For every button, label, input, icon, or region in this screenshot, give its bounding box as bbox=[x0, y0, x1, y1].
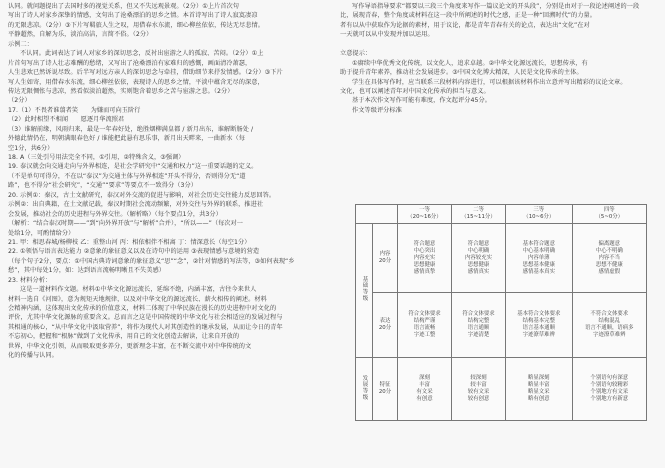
grade-cell-line: 符合题意 bbox=[413, 240, 436, 247]
right-column-text-line: 作文等级评分标准 bbox=[352, 106, 402, 114]
grade-cell-line: 较丰富 bbox=[470, 382, 487, 388]
left-column-text-line: 世界，中华文化引领，从而吸取更多养分，更新理念丰富，在不断交流中对中华传统的文 bbox=[8, 342, 252, 350]
grade-cell-line: 内容单薄 bbox=[528, 254, 550, 261]
left-column-text-line: 评价，尤其中华文化源脉的重要含义。总而言之这是中国传统的中华文化与社会相适应的发展过程与 bbox=[8, 314, 283, 322]
grade-cell-line: 字迹潦草难辨 bbox=[522, 332, 555, 338]
right-column-text-line: ①赓续中华优秀文化传统，以文化人，追求卓越。②中华文化源远流长，思想传承，有 bbox=[352, 59, 588, 67]
right-column-text-line: 基于本次作文写作可能有难度，作文起评分45分。 bbox=[352, 97, 491, 105]
grade-cell-line: 丰富 bbox=[419, 382, 430, 388]
left-column-text-line: 其相通的核心，“从中华文化中汲取营养”，将作为现代人对其创造性的继承发展，从而让今日的青年 bbox=[8, 323, 283, 331]
grade-cell-line: 中心基本明确 bbox=[522, 247, 555, 254]
left-column-text-line: 处给1分，可酌情给分） bbox=[8, 229, 75, 237]
left-column-text-line: 传达无限惆怅与悲凉，然看似淡泊超然，实则饱含着思乡之苦与宦游之悲。（2分） bbox=[8, 87, 234, 95]
grade-cell-line: 符合文体要求 bbox=[462, 311, 495, 317]
grade-cell-line: 语言流畅 bbox=[413, 325, 436, 331]
level-header: 四等 （5~0分） bbox=[572, 205, 646, 224]
grade-cell-line: 中心不明确 bbox=[595, 247, 623, 254]
left-column-text-line: （2）此时相望不相闻 愿逐月华流照君 bbox=[8, 116, 125, 124]
left-column-text-line: 的无限悲凉。（2分）③下片写羁旅人生之叹，用借春水东流，细心柳丝依依，传达无尽悲情。 bbox=[8, 21, 264, 29]
left-column-text-line: 不忘初心，把握和“根脉”做到了文化传承，用自己的文化创造去解读，让来自开放的 bbox=[8, 333, 240, 341]
left-column-text-line: 23. 材料分析： bbox=[8, 276, 52, 284]
left-column-text-line: 外德此情仍在，明朝满眼春色好 / 谁能把此悬有思乐事，新月出天畔来，一曲新水（每 bbox=[8, 135, 245, 143]
grade-cell-line: 偏离题意 bbox=[598, 240, 621, 247]
grade-cell-line: 思想健康 bbox=[467, 261, 490, 268]
grade-cell bbox=[398, 293, 452, 358]
grade-cell-line: 字迹工整 bbox=[413, 332, 436, 338]
grade-cell-line: 中心明确 bbox=[467, 247, 490, 254]
grade-cell-line: 结构基本完整 bbox=[522, 318, 555, 324]
left-column-text-line: 20. 示例①：秦汉，古土文献研究，泰汉对外交流的促进与影响，对社会历史交往能力反思回答。 bbox=[8, 191, 276, 199]
right-column-text-line: 者有以从中获取作为论据的素材，用于议论，都是青年青春有关的论点，表达出“文化”在对 bbox=[340, 21, 590, 29]
right-column bbox=[340, 2, 658, 115]
left-column-text-line: 不认同。此词表达了词人对家乡的深切思念，反衬出宦游之人的孤寂、苦闷。（2分）①上 bbox=[20, 50, 264, 58]
right-column-text-line: 文化，也可以阐述青年对中国文化传承的担当与意义。 bbox=[340, 87, 490, 95]
grade-cell-line: 思想健康 bbox=[413, 261, 436, 268]
right-column-text-line: 比，展现青春，整个角度或材料在这一段中所阐述的时代之感，正是一种“回溯时代”的力量。 bbox=[340, 12, 597, 20]
grade-cell-line: 个别语句有深意 bbox=[590, 375, 629, 381]
grade-cell-line: 不符合文体要求 bbox=[590, 311, 629, 317]
grade-cell-line: 较有创意 bbox=[467, 396, 490, 402]
grade-cell bbox=[452, 358, 506, 421]
table-row bbox=[356, 358, 647, 421]
grade-cell-line: 基本符合文体要求 bbox=[517, 311, 561, 317]
grade-cell-line: 结构完整 bbox=[467, 318, 490, 324]
left-column-text-line: 17.（1）不畏者谁翦者笑 为嫌而可向玉阶行 bbox=[8, 106, 141, 114]
level-header: 一等 （20~16分） bbox=[398, 205, 452, 224]
grade-cell bbox=[452, 224, 506, 293]
right-column-text-line: 立意提示： bbox=[340, 50, 372, 58]
grade-cell bbox=[506, 358, 573, 421]
grade-cell-line: 语言不通顺，语病多 bbox=[585, 325, 634, 331]
essay-grading-table bbox=[355, 204, 647, 421]
grade-cell-line: 有创意 bbox=[416, 396, 433, 402]
criterion-cell: 内容 20分 bbox=[373, 224, 398, 293]
left-column-text-line: 路”，也不得分“社会研究”，“交通”“要求”等要点不一致得分（3分） bbox=[8, 182, 197, 190]
criterion-cell: 特征 20分 bbox=[373, 358, 398, 421]
level-header: 三等 （10~6分） bbox=[506, 205, 573, 224]
grade-cell bbox=[398, 358, 452, 421]
left-column-text-line: （2分） bbox=[8, 97, 31, 105]
left-column-text-line: 材料一选自《河图》，意为规矩天地规律，以及对中华文化的源远流长、薪火相传的阐述。材料 bbox=[8, 295, 267, 303]
left-column-text-line: 会精神内涵，这体现出文化传承的价值意义，材料二体现了中华民族在漫长的历史进程中对文化的 bbox=[8, 305, 277, 312]
grade-cell-line: 较有文采 bbox=[467, 389, 490, 395]
grade-cell-line: 中心突出 bbox=[413, 247, 436, 254]
grade-cell-line: 略显深刻 bbox=[528, 375, 550, 381]
left-column-text-line: 片首句写出了诗人壮志难酬的愁绪，又写出了沧桑漂泊有家难归的感慨，画面清冷萧瑟， bbox=[8, 59, 252, 67]
left-column-text-line: 写出了诗人对家乡深挚的情感，文句出了沧桑漂泊的思乡之情。本首诗写出了诗人寂寞凄凉 bbox=[8, 12, 258, 20]
grade-cell-line: 内容充实 bbox=[413, 254, 436, 261]
right-column-text-line: 助于提升青年素养，推动社会发展进步。③中国文化博大精深，人民是文化传承的主体。 bbox=[340, 69, 583, 77]
group-label: 基础等级 bbox=[356, 224, 373, 358]
left-column-text-line: （3）谁解前缘，风雨归来，最是一年春好处，绝胜烟柳满皇都 / 新月出东，谁解断肠处 / bbox=[8, 125, 254, 133]
left-column-text-line: 人生悲欢已然诉说尽致。后半写对远方亲人的深切思念与牵挂，借助细节来抒发情感。（2分）③下片 bbox=[8, 69, 283, 77]
left-column-text-line: （解析：“结合泰汉时期——”到“向外界开放”与“解析”合并），“所以——”（每次对一 bbox=[8, 220, 244, 228]
grade-cell-line: 感情真实 bbox=[467, 268, 490, 275]
grade-cell-line: 结构混乱 bbox=[598, 318, 621, 324]
grade-cell bbox=[506, 224, 573, 293]
grade-cell-line: 深刻 bbox=[419, 375, 430, 381]
left-column-text-line: 写人生如寄，用借春水东流，细心柳丝依依，表现诗人的思乡之情，平淡中蕴含无尽的深意， bbox=[8, 78, 264, 86]
grade-cell-line: 符合文体要求 bbox=[408, 311, 441, 317]
level-header: 二等 （15~11分） bbox=[452, 205, 506, 224]
grade-cell bbox=[452, 293, 506, 358]
left-column-text-line: 示例二： bbox=[8, 40, 33, 48]
right-column-text-line: 学生在具体写作时，应当联系三段材料内容进行，可以根据该材料作出立意并写出精彩的议论文章。 bbox=[352, 78, 627, 86]
grade-cell-line: 思想基本健康 bbox=[522, 261, 555, 268]
grade-cell bbox=[572, 224, 646, 293]
left-column-text-line: 空1分，共6分） bbox=[8, 144, 54, 152]
table-corner-cell bbox=[356, 205, 398, 224]
grade-cell-line: 字迹潦草难辨 bbox=[593, 332, 626, 338]
left-column-text-line: 22. ①领悟与语言表达能力 ②意象的象征意义以及在诗句中的运用 ③表现情感与意境的营造 bbox=[8, 248, 260, 256]
left-column-text-line: 示例②：出自典籍，在土文献记载，秦汉时期社会流动频繁，对外交往与外界的联系，推进社 bbox=[8, 201, 264, 209]
left-column-text-line: 会发展，推动社会的历史进程与外界交往。（解析略）（每个要点1分，共3分） bbox=[8, 210, 222, 218]
grade-cell bbox=[506, 293, 573, 358]
group-label: 发展等级 bbox=[356, 358, 373, 421]
left-column-text-line: 21. 甲：相思春城/杨柳枝 乙：重整山河 丙：相依相伴不相离 丁：情深意长（每空1分） bbox=[8, 238, 251, 246]
right-column-text-line bbox=[340, 40, 658, 49]
grade-cell-line: 结构严谨 bbox=[413, 318, 436, 324]
left-column-text-line: 平静超然，自解为乐，淡泊高洁，言简不俗。（2分） bbox=[8, 31, 153, 39]
grade-cell-line: 个别地方有文采 bbox=[590, 389, 629, 395]
table-header-row bbox=[356, 205, 647, 224]
grade-cell-line: 个别语句较精彩 bbox=[590, 382, 629, 388]
table-row bbox=[356, 293, 647, 358]
grade-cell-line: 较深刻 bbox=[470, 375, 487, 381]
left-column-text-line: 这是一道材料作文题。材料①中华文化源远流长，延绵不绝，内涵丰富，古往今来世人 bbox=[20, 286, 257, 294]
left-column-text-line: 化的传播与认同。 bbox=[8, 352, 58, 360]
grade-cell-line: 感情基本真实 bbox=[522, 268, 555, 275]
grade-cell-line: 基本符合题意 bbox=[522, 240, 555, 247]
grade-cell-line: 思想不健康 bbox=[595, 261, 623, 268]
grade-cell-line: 个别地方有新意 bbox=[590, 396, 629, 402]
grade-cell-line: 感情真挚 bbox=[413, 268, 436, 275]
left-column bbox=[8, 2, 330, 361]
grade-cell-line: 内容不当 bbox=[598, 254, 621, 261]
grade-cell bbox=[572, 293, 646, 358]
grade-cell-line: 感情虚假 bbox=[598, 268, 621, 275]
left-column-text-line: （每个句子2分，要点：①中国古典诗词意象的象征意义“思”“念”，②针对情感的写法等，③如何表现“乡 bbox=[8, 257, 295, 265]
right-column-text-line: 写作导语指导要求“都要以三段三个角度来写作一篇议论文的开头段”，分别是由对于一段论述阐述的一段 bbox=[352, 3, 640, 10]
left-column-text-line: 19. 泰汉就会向交通走向与外界相连，是社会学研究中“交通和权力”这一重要话题的定义。 bbox=[8, 163, 258, 171]
criterion-cell: 表达 20分 bbox=[373, 293, 398, 358]
left-column-text-line: 愁”，其中每处1分，如：达到语言流畅明晰且不失美感） bbox=[8, 267, 165, 275]
grade-cell-line: 语言基本通顺 bbox=[522, 325, 555, 331]
grade-cell bbox=[572, 358, 646, 421]
grade-cell-line: 略显文采 bbox=[528, 389, 550, 395]
grade-cell-line: 略显丰富 bbox=[528, 382, 550, 388]
table-row bbox=[356, 224, 647, 293]
left-column-text-line: 18. A（三处引号用法完全不同，①引用，②特殊含义，③强调） bbox=[8, 154, 185, 161]
left-column-text-line: 认同。就问题提出了去国时多的视觉关系，但又不失远观景观。（2分）①上片首次句 bbox=[8, 3, 240, 10]
grade-cell-line: 有文采 bbox=[416, 389, 433, 395]
left-column-text-line: （不是单句可得分，不在以“泰汉”为交通主体与外界相连”开头不得分，否则得分无“道 bbox=[8, 172, 246, 180]
grade-cell-line: 略有创意 bbox=[528, 396, 550, 402]
grade-cell-line: 语言通顺 bbox=[467, 325, 490, 331]
grade-cell-line: 字迹清楚 bbox=[467, 332, 490, 338]
right-column-text-line: 一天就可以从中发现并加以运用。 bbox=[340, 31, 434, 39]
grade-cell bbox=[398, 224, 452, 293]
grade-cell-line: 符合题意 bbox=[467, 240, 490, 247]
grade-cell-line: 内容较充实 bbox=[465, 254, 492, 261]
